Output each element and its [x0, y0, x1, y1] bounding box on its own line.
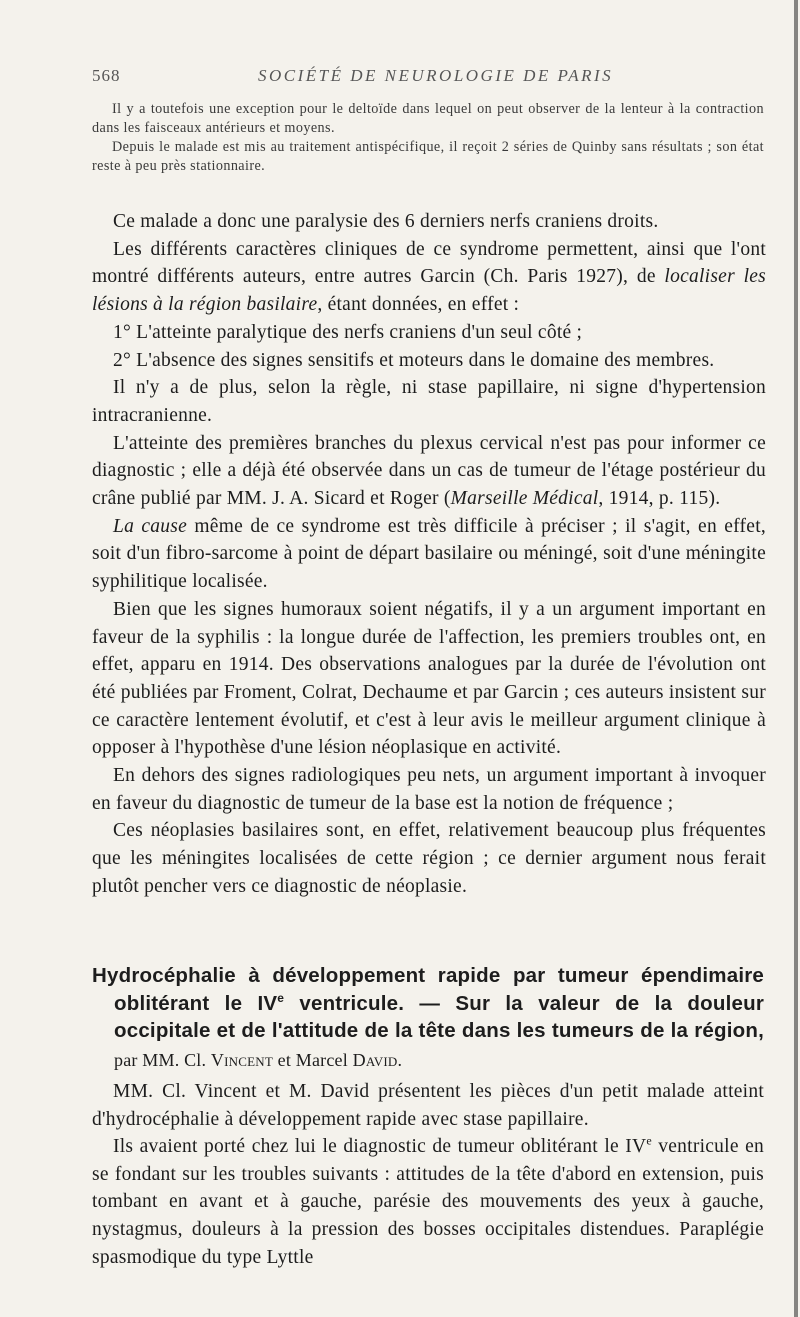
paragraph: En dehors des signes radiologiques peu nets, un argument important à invoquer en faveur du diagnostic de tumeur de la base est la notion de fréquence ;: [92, 765, 766, 814]
journal-citation: Marseille Médical: [450, 488, 599, 510]
paragraph: Ces néoplasies basilaires sont, en effet, relativement beaucoup plus fréquentes que les méningites localisées de cette région ; ce dernier argument nous ferait plutôt pencher vers ce diagnostic de néoplasie.: [92, 820, 766, 897]
paragraph: Ce malade a donc une paralysie des 6 derniers nerfs craniens droits.: [113, 211, 659, 232]
paragraph: La cause même de ce syndrome est très difficile à préciser ; il s'agit, en effet, soit d'un fibro-sarcome à point de départ basilaire ou méningé, soit d'une méningite syphilitique localisée.: [92, 515, 766, 593]
authors: par MM. Cl. Vincent et Marcel David.: [114, 1049, 403, 1070]
paragraph: 2° L'absence des signes sensitifs et moteurs dans le domaine des membres.: [113, 349, 715, 371]
paragraph: MM. Cl. Vincent et M. David présentent les pièces d'un petit malade atteint d'hydrocéphalie à développement rapide avec stase papillaire.: [92, 1081, 764, 1130]
section-text: [92, 1078, 764, 1271]
paragraph: Ils avaient porté chez lui le diagnostic de tumeur oblitérant le IVe ventricule en se fondant sur les troubles suivants : attitudes de la tête d'abord en extension, puis tombant en avant et à gauche, parésie des mouvements des yeux à gauche, nystagmus, douleurs à la pression des bosses occipitales distendues. Paraplégie spasmodique du type Lyttle: [92, 1133, 765, 1268]
scan-edge-shadow: [794, 0, 798, 1317]
running-header: [92, 66, 764, 88]
paragraph: 1° L'atteinte paralytique des nerfs craniens d'un seul côté ;: [113, 321, 583, 343]
page-number: 568: [92, 66, 121, 85]
paragraph: Les différents caractères cliniques de ce syndrome permettent, ainsi que l'ont montré différents auteurs, entre autres Garcin (Ch. Paris 1927), de localiser les lésions à la région basilaire, étant données, en effet :: [92, 238, 766, 316]
section-title: Hydrocéphalie à développement rapide par tumeur épendimaire oblitérant le IV: [92, 964, 764, 1015]
paragraph: Il n'y a de plus, selon la règle, ni stase papillaire, ni signe d'hypertension intracranienne.: [92, 377, 766, 426]
small-paragraph: Depuis le malade est mis au traitement antispécifique, il reçoit 2 séries de Quinby sans résultats ; son état reste à peu près stationnaire.: [92, 139, 764, 174]
paragraph: Bien que les signes humoraux soient négatifs, il y a un argument important en faveur de la syphilis : la longue durée de l'affection, les premiers troubles ont, en effet, apparu en 1914. Des observations analogues par la durée de l'évolution ont été publiées par Froment, Colrat, Dechaume et par Garcin ; ces auteurs insistent sur ce caractère lentement évolutif, et c'est à leur avis le meilleur argument clinique à opposer à l'hypothèse d'une lésion néoplasique en activité.: [92, 598, 766, 759]
emphasis: localiser les lésions à la région basilaire: [92, 266, 766, 316]
main-text: [92, 208, 766, 901]
emphasis: La cause: [113, 515, 188, 537]
paragraph: L'atteinte des premières branches du plexus cervical n'est pas pour informer ce diagnostic ; elle a déjà été observée dans un cas de tumeur de l'étage postérieur du crâne publié par MM. J. A. Sicard et Roger (Marseille Médical, 1914, p. 115).: [92, 432, 766, 510]
small-paragraph: Il y a toutefois une exception pour le deltoïde dans lequel on peut observer de la lenteur à la contraction dans les faisceaux antérieurs et moyens.: [92, 101, 764, 136]
section-heading: Hydrocéphalie à développement rapide par tumeur épendimaire oblitérant le IVe ventricule. — Sur la valeur de la douleur occipitale et de l'attitude de la tête dans les tumeurs de la région, par MM. Cl. Vincent et Marcel David.: [92, 964, 765, 1070]
running-title: SOCIÉTÉ DE NEUROLOGIE DE PARIS: [258, 66, 614, 85]
small-print-paragraphs: [92, 100, 764, 176]
